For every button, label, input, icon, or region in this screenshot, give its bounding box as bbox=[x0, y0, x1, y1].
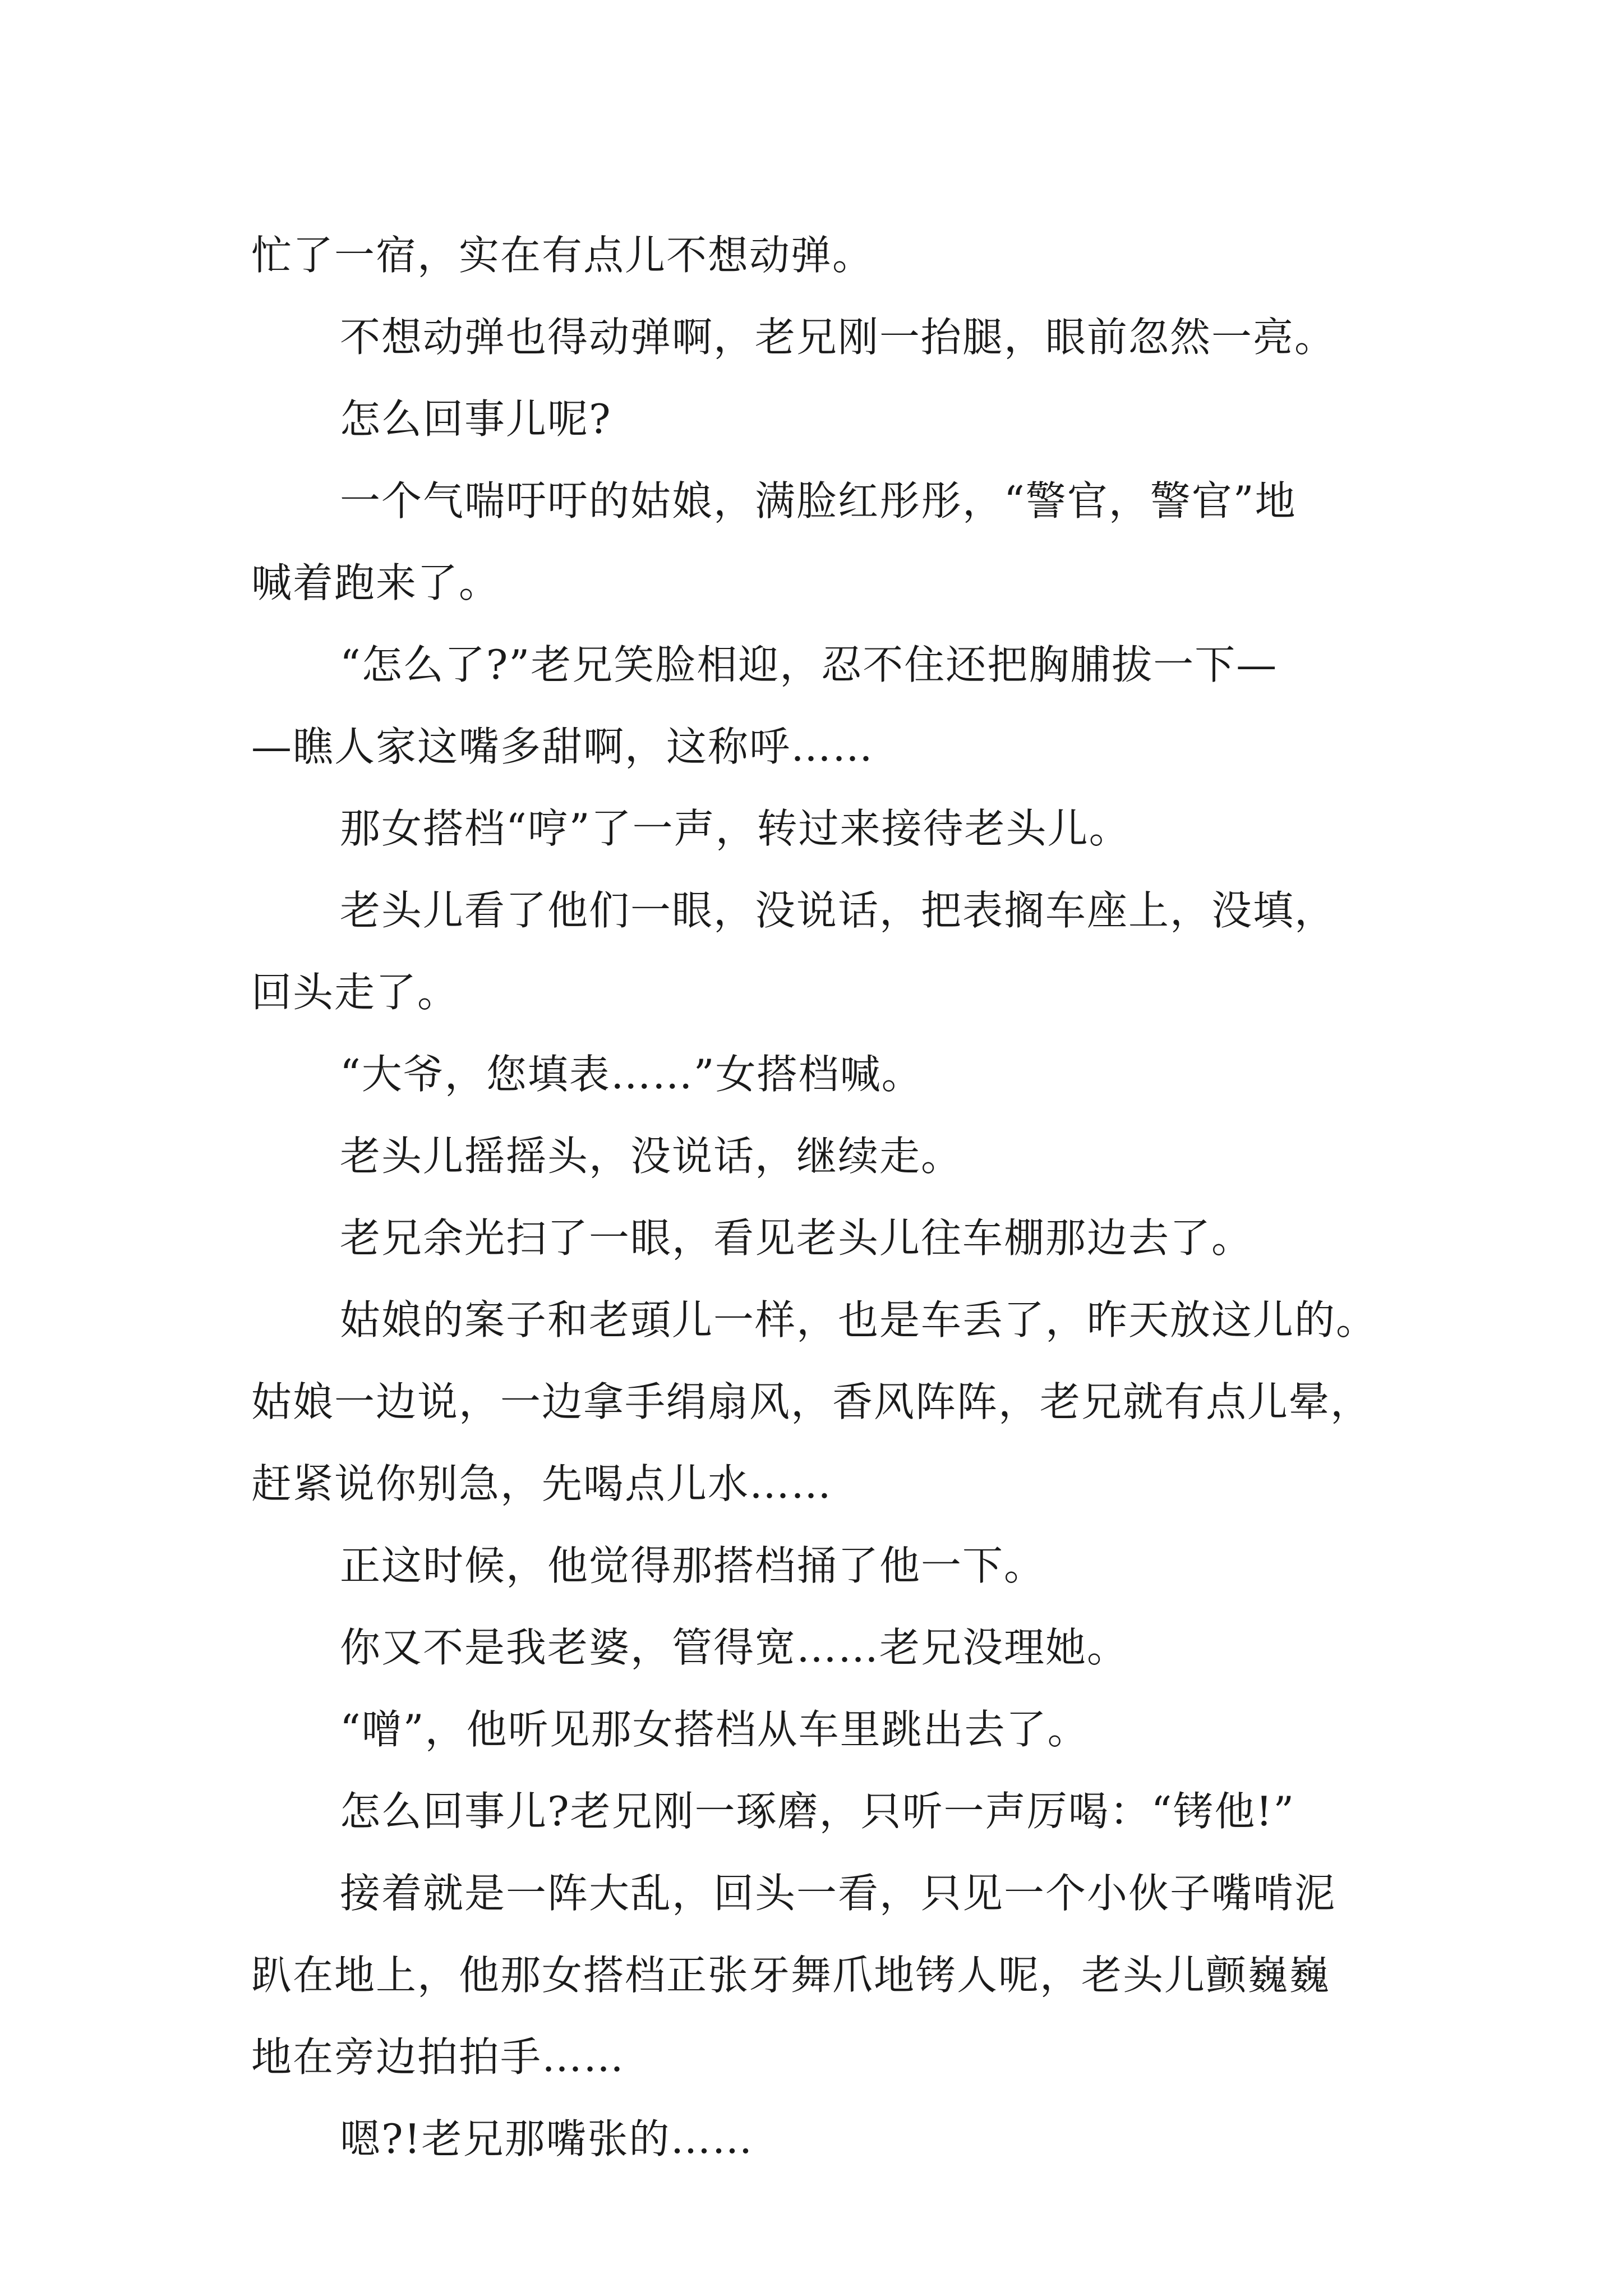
text-line: 姑娘一边说，一边拿手绢扇风，香风阵阵，老兄就有点儿晕， bbox=[251, 1378, 1372, 1425]
body-text bbox=[251, 214, 1401, 2180]
text-line: 忙了一宿，实在有点儿不想动弹。 bbox=[251, 232, 874, 279]
text-line: —瞧人家这嘴多甜啊，这称呼…… bbox=[251, 723, 874, 770]
text-line: 老头儿摇摇头，没说话，继续走。 bbox=[340, 1133, 963, 1180]
text-line: “噌”，他听见那女搭档从车里跳出去了。 bbox=[340, 1706, 1089, 1753]
text-line: 怎么回事儿?老兄刚一琢磨，只听一声厉喝：“铐他!” bbox=[340, 1788, 1295, 1835]
text-line: 赶紧说你别急，先喝点儿水…… bbox=[251, 1460, 833, 1507]
text-line: “大爷，您填表……”女搭档喊。 bbox=[340, 1051, 923, 1098]
text-line: 回头走了。 bbox=[251, 969, 459, 1016]
text-line: 嗯?!老兄那嘴张的…… bbox=[340, 2115, 754, 2162]
text-line: 怎么回事儿呢? bbox=[340, 395, 612, 443]
text-line: 老头儿看了他们一眼，没说话，把表搁车座上，没填， bbox=[340, 887, 1336, 934]
text-line: 趴在地上，他那女搭档正张牙舞爪地铐人呢，老头儿颤巍巍 bbox=[251, 1952, 1331, 1999]
text-line: 你又不是我老婆，管得宽……老兄没理她。 bbox=[340, 1624, 1129, 1671]
text-line: 正这时候，他觉得那搭档捅了他一下。 bbox=[340, 1542, 1046, 1589]
text-line: 老兄余光扫了一眼，看见老头儿往车棚那边去了。 bbox=[340, 1214, 1253, 1262]
text-line: 喊着跑来了。 bbox=[251, 559, 501, 606]
text-line: 那女搭档“哼”了一声，转过来接待老头儿。 bbox=[340, 805, 1131, 852]
text-line: 姑娘的案子和老頭儿一样，也是车丢了，昨天放这儿的。 bbox=[340, 1296, 1378, 1343]
text-line: 接着就是一阵大乱，回头一看，只见一个小伙子嘴啃泥 bbox=[340, 1870, 1336, 1917]
text-line: 一个气喘吁吁的姑娘，满脸红彤彤，“警官，警官”地 bbox=[340, 477, 1297, 524]
text-line: 不想动弹也得动弹啊，老兄刚一抬腿，眼前忽然一亮。 bbox=[340, 314, 1336, 361]
text-line: 地在旁边拍拍手…… bbox=[251, 2033, 625, 2081]
text-line: “怎么了?”老兄笑脸相迎，忍不住还把胸脯拔一下— bbox=[340, 641, 1278, 688]
